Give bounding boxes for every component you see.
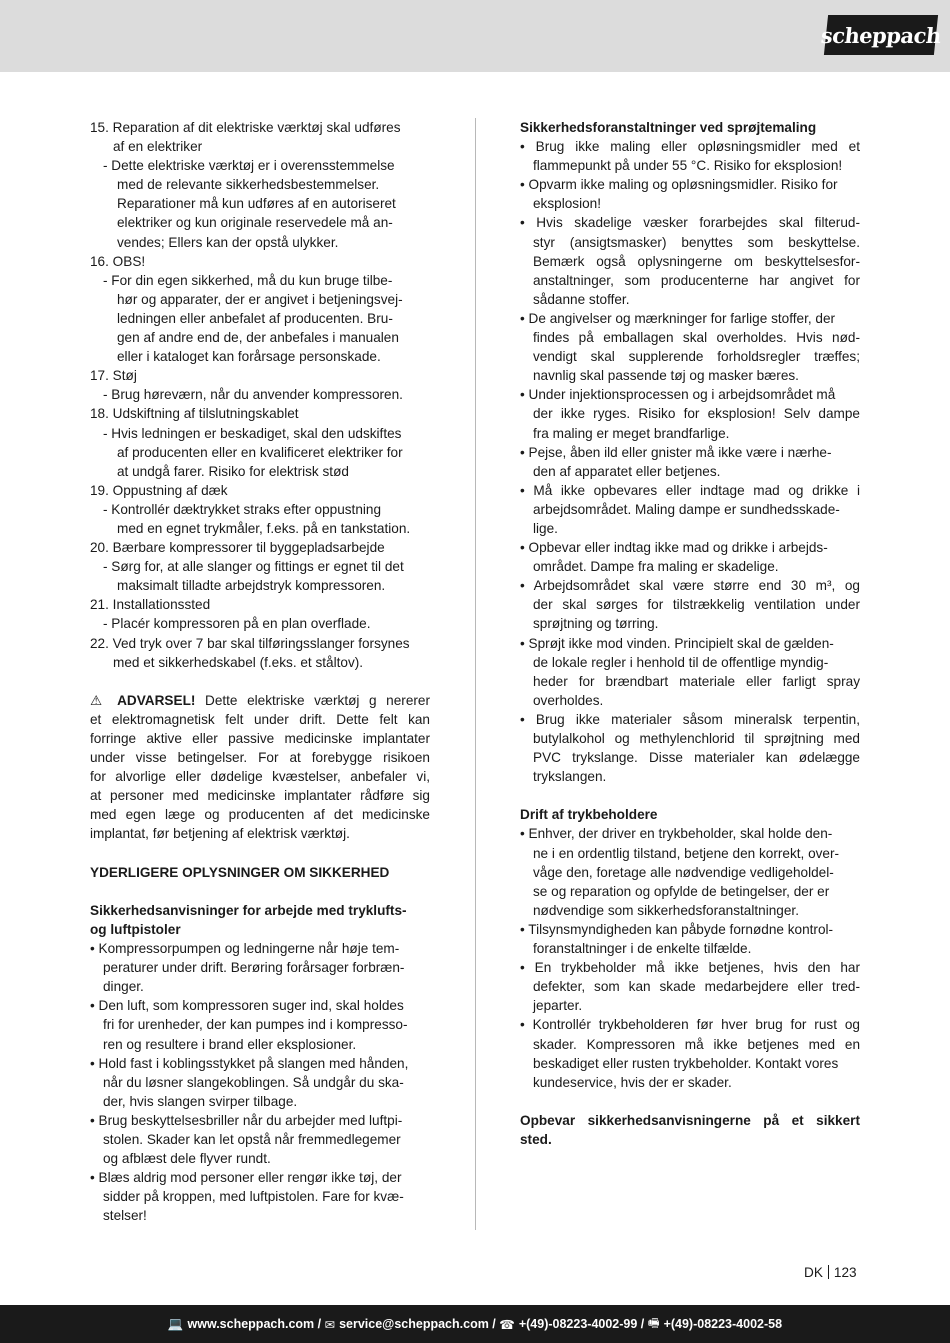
text-line: vendigt skal supplerende forholdsregler træffes; xyxy=(533,349,860,365)
footer-separator: / xyxy=(488,1317,500,1331)
text-line: Sikkerhedsanvisninger for arbejde med tryklufts- xyxy=(90,902,407,918)
text-line: med de relevante sikkerhedsbestemmelser. xyxy=(117,177,380,193)
paragraph-gap xyxy=(520,1092,860,1111)
text-line: et elektromagnetisk felt under drift. Dette felt kan xyxy=(90,711,430,727)
text-line: overholdes. xyxy=(533,692,604,708)
text-line: sprøjtning og tørring. xyxy=(533,616,659,632)
text-line: • Opbevar eller indtag ikke mad og drikke i arbejds- xyxy=(520,540,828,556)
text-line: 18. Udskiftning af tilslutningskablet xyxy=(90,406,299,422)
text-line: at personer med medicinske implantater rådføre sig xyxy=(90,788,430,804)
footer-separator: / xyxy=(637,1317,648,1331)
scheppach-logo: scheppach xyxy=(824,15,938,55)
text-line: heder for brændbart materiale eller farligt spray xyxy=(533,673,860,689)
footer-website[interactable]: www.scheppach.com xyxy=(187,1317,315,1331)
text-line: foranstaltninger i de enkelte tilfælde. xyxy=(533,941,752,957)
page-language: DK xyxy=(804,1265,823,1280)
text-line: fri for urenheder, der kan pumpes ind i kompresso- xyxy=(103,1017,408,1033)
text-line: eksplosion! xyxy=(533,196,602,212)
warning-label: ⚠ ADVARSEL! xyxy=(90,692,196,708)
text-line: • Sprøjt ikke mod vinden. Principielt skal de gælden- xyxy=(520,635,834,651)
text-line: dinger. xyxy=(103,979,144,995)
text-line: beskadiget eller rusten trykbeholder. Kontakt vores xyxy=(533,1055,839,1071)
text-line: • Kontrollér trykbeholderen før hver brug for rust og xyxy=(520,1017,860,1033)
text-line: - Kontrollér dæktrykket straks efter oppustning xyxy=(103,501,382,517)
page-number-separator xyxy=(828,1265,829,1279)
text-line: - Sørg for, at alle slanger og fittings er egnet til det xyxy=(103,559,404,575)
phone-icon: ☎ xyxy=(499,1317,515,1332)
paragraph-gap xyxy=(520,786,860,805)
text-line: Opbevar sikkerhedsanvisningerne på et sikkert xyxy=(520,1112,860,1128)
footer-bar xyxy=(0,1305,950,1343)
text-line: 15. Reparation af dit elektriske værktøj skal udføres xyxy=(90,120,401,135)
text-line: ne i en ordentlig tilstand, betjene den korrekt, over- xyxy=(533,845,840,861)
text-line: defekter, som kan skade medarbejdere eller tred- xyxy=(533,979,860,995)
text-line: jeparter. xyxy=(533,998,583,1014)
text-line: - Dette elektriske værktøj er i overensstemmelse xyxy=(103,158,395,174)
mail-icon: ✉ xyxy=(324,1317,336,1332)
text-line: vendes; Ellers kan der opstå ulykker. xyxy=(117,234,339,250)
text-line: Bemærk også oplysningerne om beskyttelsesfor- xyxy=(533,253,860,269)
text-line: at undgå farer. Risiko for elektrisk stød xyxy=(117,463,349,479)
text-line: 22. Ved tryk over 7 bar skal tilføringsslanger forsynes xyxy=(90,635,410,651)
text-line: • Enhver, der driver en trykbeholder, skal holde den- xyxy=(520,826,833,842)
text-line: når du løsner slangekoblingen. Så undgår du ska- xyxy=(103,1074,404,1090)
text-line: • Brug beskyttelsesbriller når du arbejder med luftpi- xyxy=(90,1112,403,1128)
text-line: lige. xyxy=(533,520,558,536)
text-line: kundeservice, hvis der er skader. xyxy=(533,1074,732,1090)
text-line: • Pejse, åben ild eller gnister må ikke være i nærhe- xyxy=(520,444,832,460)
text-line: - Brug høreværn, når du anvender kompressoren. xyxy=(103,387,403,403)
text-line: • Brug ikke materialer såsom mineralsk terpentin, xyxy=(520,711,860,727)
text-line: af producenten eller en kvalificeret elektriker for xyxy=(117,444,403,460)
text-line: anstaltninger, som producenterne har angivet for xyxy=(533,272,860,288)
text-line: ledningen eller anbefalet af producenten. Bru- xyxy=(117,310,393,326)
right-column xyxy=(520,118,860,1149)
text-line: eller i kataloget kan forårsage personskade. xyxy=(117,349,381,365)
text-line: de lokale regler i henhold til de offentlige myndig- xyxy=(533,654,829,670)
text-line: elektriker og kun originale reservedele må an- xyxy=(117,215,393,231)
text-line: Drift af trykbeholdere xyxy=(520,807,658,823)
text-line: • En trykbeholder må ikke betjenes, hvis den har xyxy=(520,960,860,976)
text-line: området. Dampe fra maling er skadelige. xyxy=(533,559,779,575)
text-line: • Hvis skadelige væsker forarbejdes skal filterud- xyxy=(520,215,860,231)
text-line: nødvendige som sikkerhedsforanstaltninger. xyxy=(533,902,799,918)
text-line: med egen læge og producenten af det medicinske xyxy=(90,807,430,823)
text-line: 21. Installationssted xyxy=(90,597,211,613)
text-line: 16. OBS! xyxy=(90,253,146,269)
text-line: • Opvarm ikke maling og opløsningsmidler. Risiko for xyxy=(520,177,838,193)
text-line: 19. Oppustning af dæk xyxy=(90,482,228,498)
paragraph-gap xyxy=(90,882,430,901)
text-line: skader. Kompressoren må ikke betjenes med en xyxy=(533,1036,860,1052)
text-line: findes på emballagen skal overholdes. Hvis nød- xyxy=(533,330,860,346)
fax-icon: 🖷 xyxy=(647,1315,660,1330)
text-line: • Brug ikke maling eller opløsningsmidler med et xyxy=(520,139,860,155)
text-line: • De angivelser og mærkninger for farlige stoffer, der xyxy=(520,310,836,326)
text-line: Sikkerhedsforanstaltninger ved sprøjtemaling xyxy=(520,120,817,135)
text-line: stolen. Skader kan let opstå når fremmedlegemer xyxy=(103,1131,401,1147)
text-line: sidder på kroppen, med luftpistolen. Fare for kvæ- xyxy=(103,1189,404,1205)
text-line: • Den luft, som kompressoren suger ind, skal holdes xyxy=(90,998,404,1014)
text-line: - Hvis ledningen er beskadiget, skal den udskiftes xyxy=(103,425,402,441)
page-number xyxy=(804,1265,857,1280)
text-line: - Placér kompressoren på en plan overflade. xyxy=(103,616,371,632)
paragraph-gap xyxy=(90,844,430,863)
text-line: der ikke ryges. Risiko for eksplosion! Selv dampe xyxy=(533,406,860,422)
text-line: arbejdsområdet. Maling dampe er sundhedsskade- xyxy=(533,501,840,517)
text-line: den af apparatet eller betjenes. xyxy=(533,463,721,479)
text-line: butylalkohol og methylenchlorid til sprøjtning med xyxy=(533,731,860,746)
text-line: maksimalt tilladte arbejdstryk kompressoren. xyxy=(117,578,386,594)
text-line: • Under injektionsprocessen og i arbejdsområdet må xyxy=(520,387,836,403)
text-line xyxy=(90,691,430,710)
text-line: og afblæst dele flyver rundt. xyxy=(103,1151,271,1167)
text-line: der, hvis slangen svirper tilbage. xyxy=(103,1093,298,1109)
warning-text: Dette elektriske værktøj g nererer xyxy=(195,692,431,708)
text-line: der skal sørges for tilstrækkelig ventilation under xyxy=(533,597,860,613)
footer-email[interactable]: service@scheppach.com xyxy=(339,1317,489,1331)
text-line: peraturer under drift. Berøring forårsager forbræn- xyxy=(103,960,405,976)
text-line: ren og resultere i brand eller eksplosioner. xyxy=(103,1036,357,1052)
text-line: • Hold fast i koblingsstykket på slangen med hånden, xyxy=(90,1055,409,1071)
text-line: sådanne stoffer. xyxy=(533,291,630,307)
footer-fax[interactable]: +(49)-08223-4002-58 xyxy=(663,1317,783,1331)
text-line: stelser! xyxy=(103,1208,147,1224)
text-line: flammepunkt på under 55 °C. Risiko for eksplosion! xyxy=(533,158,843,174)
text-line: hør og apparater, der er angivet i betjeningsvej- xyxy=(117,291,403,307)
paragraph-gap xyxy=(90,672,430,691)
text-line: se og reparation og opfylde de betingelser, der er xyxy=(533,883,830,899)
text-line: 20. Bærbare kompressorer til byggepladsarbejde xyxy=(90,540,385,556)
text-line: • Tilsynsmyndigheden kan påbyde fornødne kontrol- xyxy=(520,921,834,937)
column-divider xyxy=(475,118,476,1230)
text-line: for alvorlige eller dødelige kvæstelser, anbefaler vi, xyxy=(90,769,430,785)
header-bar xyxy=(0,0,950,72)
text-line: forringe aktive eller passive medicinske implantater xyxy=(90,731,430,746)
footer-phone[interactable]: +(49)-08223-4002-99 xyxy=(518,1317,638,1331)
text-line: navnlig skal passende tøj og masker bæres. xyxy=(533,368,799,384)
text-line: • Arbejdsområdet skal være større end 30 m³, og xyxy=(520,578,860,594)
text-line: våge den, foretage alle nødvendige vedligeholdel- xyxy=(533,864,834,880)
text-line: med et sikkerhedskabel (f.eks. et ståltov). xyxy=(113,654,364,670)
text-line: 17. Støj xyxy=(90,368,137,384)
text-line: YDERLIGERE OPLYSNINGER OM SIKKERHED xyxy=(90,864,390,880)
text-line: og luftpistoler xyxy=(90,921,181,937)
text-line: PVC trykslange. Disse materialer kan ødelægge xyxy=(533,750,860,766)
left-column xyxy=(90,118,430,1225)
computer-icon: 💻 xyxy=(167,1316,184,1331)
text-line: med en egnet trykmåler, f.eks. på en tankstation. xyxy=(117,520,411,536)
page-number-value: 123 xyxy=(833,1265,857,1280)
text-line: gen af andre end de, der anbefales i manualen xyxy=(117,330,399,346)
footer-separator: / xyxy=(314,1317,325,1331)
text-line: fra maling er meget brandfarlige. xyxy=(533,425,730,441)
text-line: sted. xyxy=(520,1131,552,1147)
text-line: styr (ansigtsmasker) benyttes som beskyttelse. xyxy=(533,234,860,250)
text-line: implantat, før betjening af elektrisk værktøj. xyxy=(90,826,350,842)
text-line: af en elektriker xyxy=(113,139,203,155)
text-line: under visse betingelser. For at forebygge risikoen xyxy=(90,750,430,766)
text-line: trykslangen. xyxy=(533,769,607,785)
text-line: • Må ikke opbevares eller indtage mad og drikke i xyxy=(520,482,860,498)
text-line: Reparationer må kun udføres af en autoriseret xyxy=(117,196,396,212)
text-line: • Kompressorpumpen og ledningerne når høje tem- xyxy=(90,941,400,957)
text-line: • Blæs aldrig mod personer eller rengør ikke tøj, der xyxy=(90,1170,402,1186)
text-line: - For din egen sikkerhed, må du kun bruge tilbe- xyxy=(103,272,393,288)
